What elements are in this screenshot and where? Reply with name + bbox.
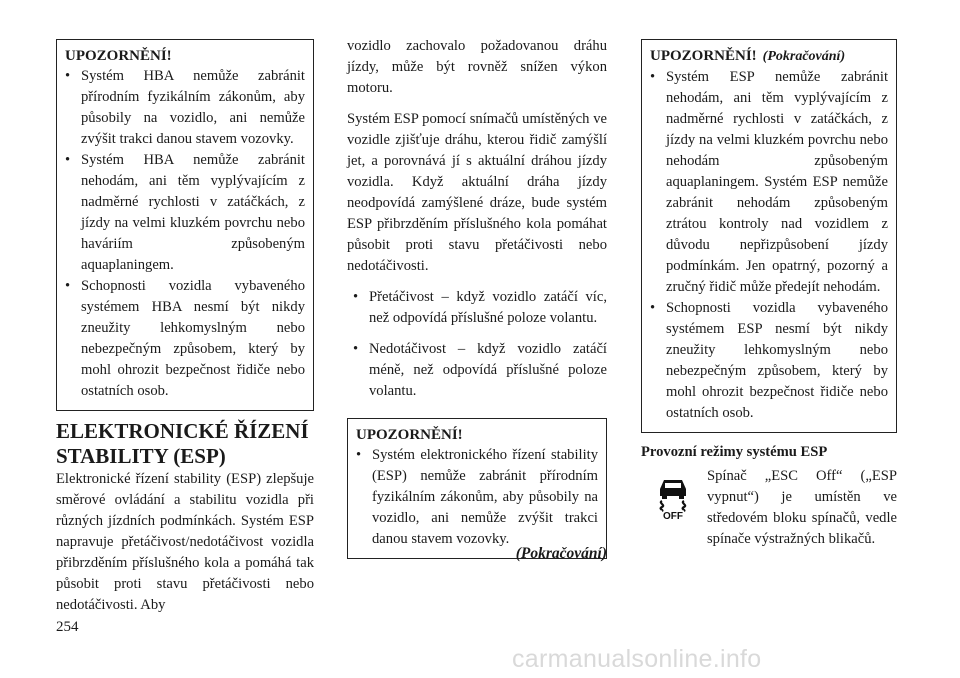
warning-title [650, 46, 888, 67]
esp-off-icon [653, 474, 693, 520]
esp-warning-box-continued [641, 39, 897, 433]
warning-list [65, 66, 305, 402]
warning-item: • Systém elektronického řízení stability (ESP) nemůže zabránit přírodním fyzikálním zákonům, aby působily na vozidlo, ani nemůže zvýšit trakci danou stavem vozovky. [356, 445, 598, 550]
body-paragraph: vozidlo zachovalo požadovanou dráhu jízdy, může být rovněž snížen výkon motoru. [347, 38, 607, 96]
warning-continued-label: (Pokračování) [762, 49, 846, 64]
warning-item: • Schopnosti vozidla vybaveného systémem HBA nesmí být nikdy zneužity lehkomyslným nebo nebezpečným způsobem, který by mohl ohrozit bezpečnost řidiče nebo ostatních osob. [65, 276, 305, 402]
section-title-line: STABILITY (ESP) [56, 444, 226, 468]
column-right [641, 0, 897, 550]
esp-off-switch-text: Spínač „ESC Off“ („ESP vypnut“) je umístěn ve středovém bloku spínačů, vedle spínače výstražných blikačů. [707, 468, 897, 547]
esp-warning-box [347, 418, 607, 559]
section-title [56, 419, 314, 469]
hba-warning-box [56, 39, 314, 411]
warning-item: • Systém HBA nemůže zabránit nehodám, ani těm vyplývajícím z nadměrné rychlosti v zatáčkách, z jízdy na velmi kluzkém povrchu nebo haváriím způsobeným aquaplaningem. [65, 150, 305, 276]
warning-item: • Schopnosti vozidla vybaveného systémem ESP nesmí být nikdy zneužity lehkomyslným nebo nebezpečným způsobem, který by mohl ohrozit bezpečnost řidiče nebo ostatních osob. [650, 298, 888, 424]
warning-list [356, 445, 598, 550]
warning-item: • Systém HBA nemůže zabránit přírodním fyzikálním zákonům, aby působily na vozidlo, ani nemůže zvýšit trakci danou stavem vozovky. [65, 66, 305, 150]
esp-off-icon-label: OFF [663, 511, 683, 520]
esp-intro-paragraph: Elektronické řízení stability (ESP) zlepšuje směrové ovládání a stabilitu vozidla při různých jízdních podmínkách. Systém ESP napravuje přetáčivost/nedotáčivost vozidla přibrzděním příslušného kola a pomáhá tak působit proti stavu přetáčivosti nebo nedotáčivosti. Aby [56, 471, 314, 613]
steer-bullet-list [347, 287, 607, 402]
continued-label: (Pokračování) [515, 545, 607, 562]
column-left [56, 0, 314, 616]
body-paragraph: Systém ESP pomocí snímačů umístěných ve vozidle zjišťuje dráhu, kterou řidič zamýšlí jet, a porovnává jí s aktuální dráhou jízdy vozidla. Když aktuální dráha jízdy neodpovídá zamýšlené dráze, bude systém ESP přibrzděním příslušného kola pomáhat působit proti stavu přetáčivosti nebo nedotáčivosti. [347, 111, 607, 274]
section-title-line: ELEKTRONICKÉ ŘÍZENÍ [56, 419, 309, 443]
bullet-item: • Přetáčivost – když vozidlo zatáčí víc, než odpovídá příslušné poloze volantu. [353, 287, 607, 329]
warning-list [650, 67, 888, 424]
watermark: carmanualsonline.info [512, 645, 762, 673]
warning-title-text: UPOZORNĚNÍ! [650, 48, 757, 64]
warning-title: UPOZORNĚNÍ! [356, 427, 463, 443]
bullet-item: • Nedotáčivost – když vozidlo zatáčí méně, než odpovídá příslušné poloze volantu. [353, 339, 607, 402]
modes-subheading: Provozní režimy systému ESP [641, 444, 828, 460]
warning-title: UPOZORNĚNÍ! [65, 48, 172, 64]
esp-off-switch-block [641, 466, 897, 550]
warning-item: • Systém ESP nemůže zabránit nehodám, ani těm vyplývajícím z nadměrné rychlosti v zatáčkách, z jízdy na velmi kluzkém povrchu nebo nehodám způsobeným aquaplaningem. Systém ESP nemůže zabránit nehodám způsobeným ztrátou kontroly nad vozidlem z důvodu nepřizpůsobení jízdy podmínkám. Jen opatrný, pozorný a zručný řidič může předejít nehodám. [650, 67, 888, 298]
column-middle [347, 0, 607, 559]
page-number: 254 [56, 619, 79, 635]
